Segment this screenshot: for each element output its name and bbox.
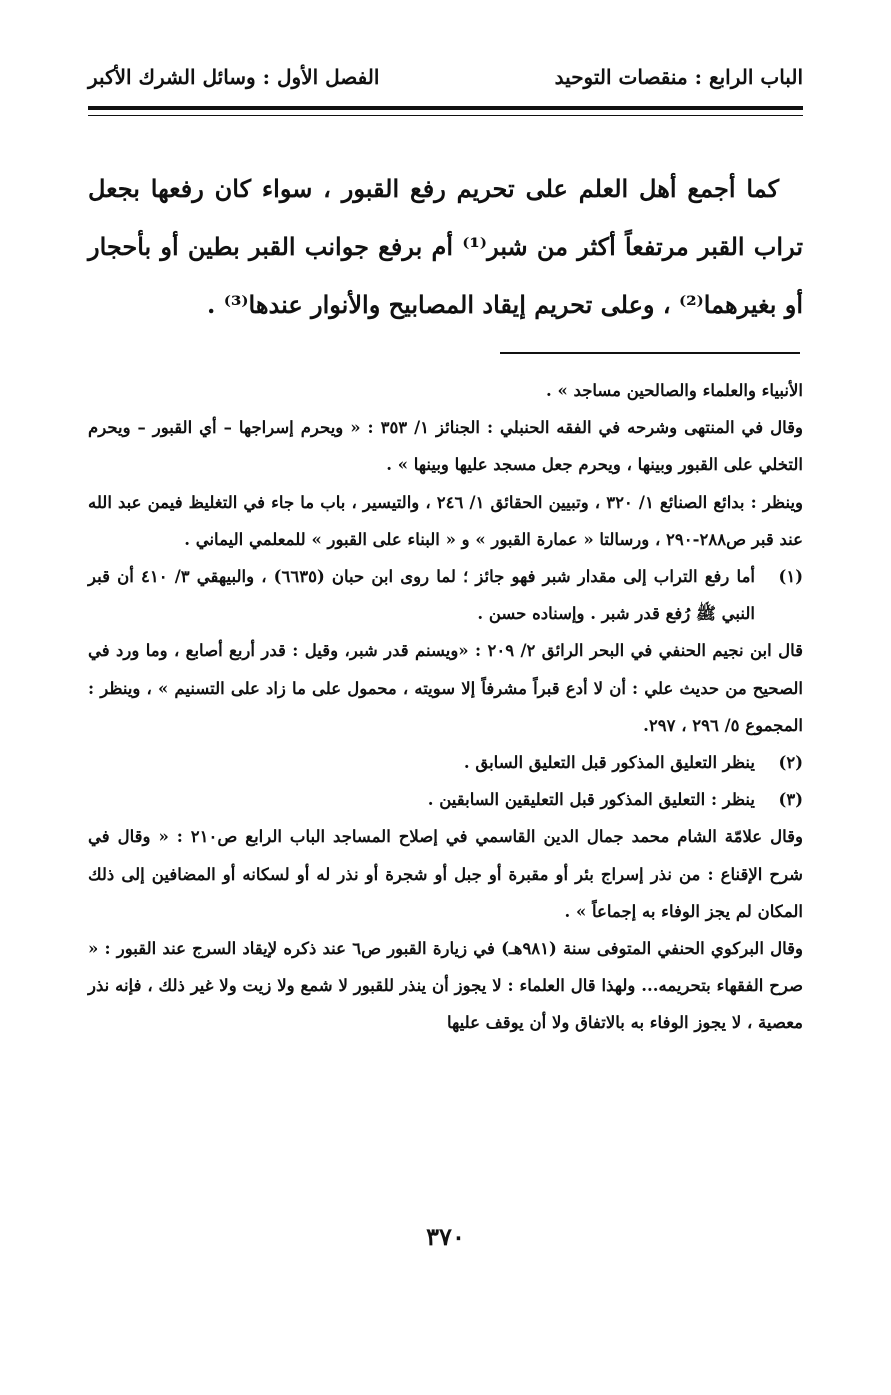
footnote-quote: وقال البركوي الحنفي المتوفى سنة (٩٨١هـ) في زيارة القبور ص٦ عند ذكره لإيقاد السرج عند القبور : « صرح الفقهاء بتحريمه... ولهذا قال العلماء : لا يجوز أن ينذر للقبور لا شمع ولا زيت ولا غير ذلك ، فإنه نذر معصية ، لا يجوز الوفاء به بالاتفاق ولا أن يوقف عليها: [88, 939, 803, 1033]
footnote-quote: قال ابن نجيم الحنفي في البحر الرائق ٢/ ٢٠٩ : «ويسنم قدر شبر، وقيل : قدر أربع أصابع ، وما ورد في الصحيح من حديث علي : أن لا أدع قبراً مشرفاً إلا سويته ، محمول على ما زاد على التسنيم » ، وينظر : المجموع ٥/ ٢٩٦ ، ٢٩٧.: [88, 641, 804, 735]
footnote-text: ينظر : التعليق المذكور قبل التعليقين السابقين .: [427, 790, 755, 810]
header-section: الفصل الأول : وسائل الشرك الأكبر: [88, 65, 380, 89]
footnote-continuation: الأنبياء والعلماء والصالحين مساجد » .: [545, 381, 803, 400]
footnote-text: أما رفع التراب إلى مقدار شبر فهو جائز ؛ لما روى ابن حبان (٦٦٣٥) ، والبيهقي ٣/ ٤١٠ أن قبر النبي ﷺ رُفع قدر شبر . وإسناده حسن .: [88, 567, 755, 624]
footnote-quote: وقال علامّة الشام محمد جمال الدين القاسمي في إصلاح المساجد الباب الرابع ص٢١٠ : « وقال في شرح الإقناع : من نذر إسراج بئر أو مقبرة أو جبل أو شجرة أو نذر له أو لسكانه أو المضافين إلى ذلك المكان لم يجز الوفاء به إجماعاً » .: [88, 827, 803, 921]
running-header: [88, 56, 803, 98]
main-text: [88, 160, 803, 334]
header-chapter: الباب الرابع : منقصات التوحيد: [554, 65, 803, 89]
header-rule: [88, 106, 803, 116]
footnote-text: ينظر التعليق المذكور قبل التعليق السابق .: [463, 753, 755, 773]
footnote-3: [88, 781, 803, 818]
footnote-continuation: وينظر : بدائع الصنائع ١/ ٣٢٠ ، وتبيين الحقائق ١/ ٢٤٦ ، والتيسير ، باب ما جاء في التغليظ فيمن عبد الله عند قبر ص٢٨٨-٢٩٠ ، ورسالتا « عمارة القبور » و « البناء على القبور » للمعلمي اليماني .: [88, 492, 804, 549]
footnote-2: [88, 744, 803, 781]
footnotes: [88, 372, 803, 1042]
main-paragraph: كما أجمع أهل العلم على تحريم رفع القبور ، سواء كان رفعها بجعل تراب القبر مرتفعاً أكثر من شبر⁽¹⁾ أم برفع جوانب القبر بطين أو بأحجار أو بغيرهما⁽²⁾ ، وعلى تحريم إيقاد المصابيح والأنوار عندها⁽³⁾ .: [88, 174, 803, 319]
footnote-1: [88, 558, 803, 632]
footnote-number: (٣): [778, 790, 803, 810]
footnote-separator: [500, 352, 800, 354]
page-number: ٣٧٠: [426, 1222, 465, 1251]
footnote-number: (١): [778, 567, 803, 587]
footnote-continuation: وقال في المنتهى وشرحه في الفقه الحنبلي : الجنائز ١/ ٣٥٣ : « ويحرم إسراجها – أي القبور – ويحرم التخلي على القبور وبينها ، ويحرم جعل مسجد عليها وبينها » .: [88, 418, 803, 475]
footnote-number: (٢): [778, 753, 803, 773]
